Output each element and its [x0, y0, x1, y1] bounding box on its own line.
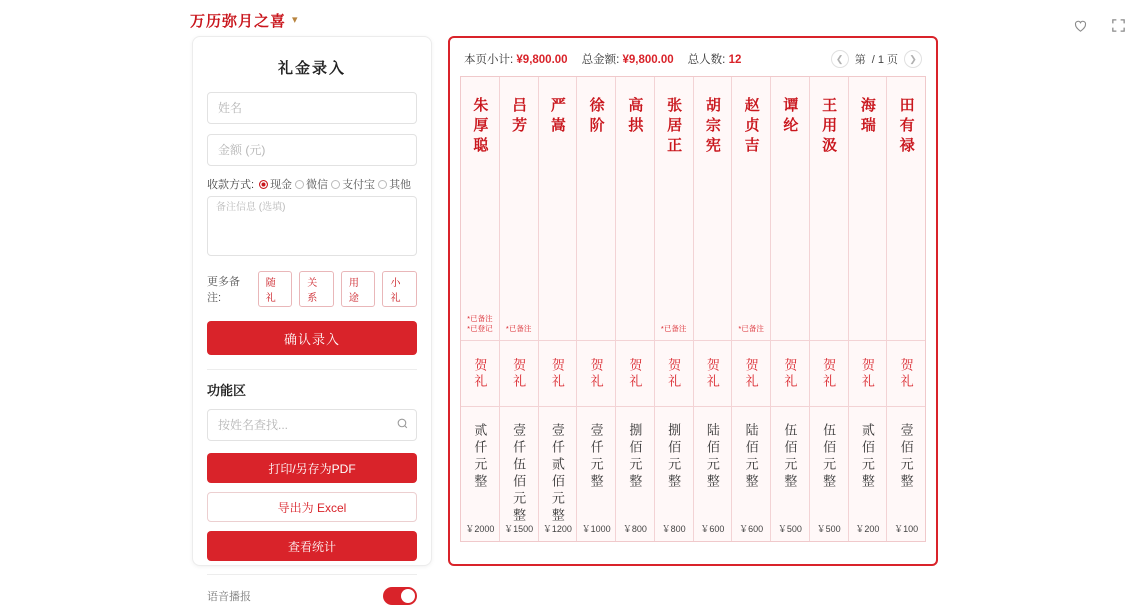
- summary-bar: [460, 48, 926, 76]
- entry-amount-cn: 壹仟元整: [588, 423, 604, 491]
- entry-amount-num: ￥500: [816, 524, 841, 534]
- tag-chip-0[interactable]: 随礼: [258, 271, 293, 307]
- entry-amount-cn: 壹仟贰佰元整: [549, 423, 565, 525]
- payment-option-label: 现金: [270, 179, 293, 191]
- tag-chip-2[interactable]: 用途: [341, 271, 376, 307]
- entry-gift-cell: [694, 341, 732, 407]
- entry-gift-cell: [810, 341, 848, 407]
- entry-name-cell: [849, 77, 887, 341]
- gift-word: 贺礼: [704, 357, 720, 390]
- entry-panel-title: 礼金录入: [277, 60, 346, 77]
- gift-word: 贺礼: [821, 357, 837, 390]
- entry-name: 海瑞: [858, 97, 875, 137]
- entry-amount-cn: 贰佰元整: [859, 423, 875, 491]
- entry-name-cell: [732, 77, 770, 341]
- pager-prefix: 第: [854, 54, 866, 66]
- pager-suffix: / 1 页: [871, 54, 898, 66]
- entry-amount-num: ￥2000: [465, 524, 495, 534]
- entry-amount-cell: [577, 407, 615, 541]
- gift-word: 贺礼: [666, 357, 682, 390]
- entry-flags: *已备注: [505, 323, 532, 333]
- entry-amount-cell: [539, 407, 577, 541]
- print-pdf-button[interactable]: 打印/另存为PDF: [207, 453, 417, 483]
- top-actions: [1069, 14, 1129, 36]
- amount-input[interactable]: [207, 134, 417, 166]
- note-textarea[interactable]: [207, 196, 417, 256]
- pager: [831, 50, 922, 68]
- entry-name: 徐阶: [587, 97, 604, 137]
- entry-name-cell: [655, 77, 693, 341]
- entry-amount-num: ￥600: [700, 524, 725, 534]
- ledger-column[interactable]: [694, 77, 733, 541]
- entry-name: 朱厚聪: [471, 97, 488, 157]
- voice-toggle-row: [207, 574, 417, 605]
- entry-amount-cell: [655, 407, 693, 541]
- entry-gift-cell: [655, 341, 693, 407]
- entry-amount-cell: [849, 407, 887, 541]
- people-count-value: 12: [728, 54, 742, 66]
- entry-amount-cell: [461, 407, 499, 541]
- entry-amount-cell: [694, 407, 732, 541]
- entry-gift-cell: [849, 341, 887, 407]
- gift-word: 贺礼: [782, 357, 798, 390]
- entry-amount-cn: 壹仟伍佰元整: [511, 423, 527, 525]
- toggle-knob: [401, 589, 415, 603]
- entry-amount-num: ￥100: [894, 524, 919, 534]
- export-excel-button[interactable]: 导出为 Excel: [207, 492, 417, 522]
- entry-gift-cell: [461, 341, 499, 407]
- gift-word: 贺礼: [588, 357, 604, 390]
- grand-total-label: 总金额:: [581, 54, 620, 66]
- entry-amount-cell: [887, 407, 925, 541]
- gift-word: 贺礼: [472, 357, 488, 390]
- voice-toggle-label: 语音播报: [207, 591, 251, 603]
- view-stats-button[interactable]: 查看统计: [207, 531, 417, 561]
- quick-tags: [207, 271, 417, 307]
- entry-name-cell: [616, 77, 654, 341]
- payment-option-label: 其他: [389, 179, 412, 191]
- gift-word: 贺礼: [511, 357, 527, 390]
- search-icon[interactable]: [396, 417, 409, 435]
- radio-icon[interactable]: [378, 180, 387, 189]
- entry-amount-cn: 伍佰元整: [782, 423, 798, 491]
- entry-name: 吕芳: [510, 97, 527, 137]
- entry-name: 谭纶: [781, 97, 798, 137]
- entry-amount-cn: 壹佰元整: [898, 423, 914, 491]
- entry-amount-cell: [616, 407, 654, 541]
- quick-tags-label: 更多备注:: [207, 276, 240, 304]
- entry-panel: [192, 36, 432, 603]
- entry-amount-cn: 捌佰元整: [627, 423, 643, 491]
- ledger-column[interactable]: [500, 77, 539, 541]
- gift-word: 贺礼: [859, 357, 875, 390]
- search-wrapper: [207, 409, 417, 441]
- entry-name-cell: [577, 77, 615, 341]
- entry-name-cell: [771, 77, 809, 341]
- people-count-label: 总人数:: [687, 54, 726, 66]
- entry-flags: *已备注: [660, 323, 687, 333]
- entry-gift-cell: [616, 341, 654, 407]
- page-total-label: 本页小计:: [464, 54, 514, 66]
- entry-flags: *已备注: [738, 323, 764, 333]
- entry-amount-cn: 伍佰元整: [821, 423, 837, 491]
- chevron-left-icon[interactable]: ❮: [831, 50, 849, 68]
- grand-total: [582, 51, 674, 67]
- entry-name: 王用汲: [820, 97, 837, 157]
- entry-name: 高拱: [626, 97, 643, 137]
- ledger-column[interactable]: [461, 77, 500, 541]
- entry-amount-num: ￥1200: [542, 524, 572, 534]
- payment-option-label: 微信: [306, 179, 329, 191]
- entry-amount-cn: 陆佰元整: [743, 423, 759, 491]
- entry-gift-cell: [732, 341, 770, 407]
- payment-option-other[interactable]: [378, 176, 411, 192]
- search-input[interactable]: [207, 409, 417, 441]
- gift-word: 贺礼: [627, 357, 643, 390]
- gift-word: 贺礼: [898, 357, 914, 390]
- entry-gift-cell: [500, 341, 538, 407]
- entry-gift-cell: [771, 341, 809, 407]
- entry-name-cell: [810, 77, 848, 341]
- entry-amount-cn: 贰仟元整: [472, 423, 488, 491]
- ledger-column[interactable]: [732, 77, 771, 541]
- voice-toggle[interactable]: [383, 587, 417, 605]
- payment-option-wechat[interactable]: [295, 176, 328, 192]
- entry-amount-num: ￥1000: [581, 524, 611, 534]
- entry-gift-cell: [577, 341, 615, 407]
- entry-gift-cell: [887, 341, 925, 407]
- chevron-down-icon[interactable]: ▾: [292, 14, 298, 26]
- ledger-column[interactable]: [810, 77, 849, 541]
- entry-amount-num: ￥500: [777, 524, 802, 534]
- ledger-panel: [448, 36, 938, 566]
- ledger-column[interactable]: [771, 77, 810, 541]
- entry-amount-cell: [732, 407, 770, 541]
- entry-name: 胡宗宪: [703, 97, 720, 157]
- entry-name: 严嵩: [548, 97, 565, 137]
- entry-amount-cn: 陆佰元整: [704, 423, 720, 491]
- entry-amount-num: ￥600: [739, 524, 764, 534]
- payment-method-group: [207, 176, 417, 192]
- entry-amount-cell: [500, 407, 538, 541]
- radio-icon[interactable]: [331, 180, 340, 189]
- entry-amount-num: ￥200: [855, 524, 880, 534]
- entry-name-cell: [461, 77, 499, 341]
- ledger-column[interactable]: [655, 77, 694, 541]
- submit-entry-button[interactable]: 确认录入: [207, 321, 417, 355]
- tag-chip-3[interactable]: 小礼: [382, 271, 417, 307]
- payment-option-cash[interactable]: [259, 176, 292, 192]
- entry-amount-cell: [810, 407, 848, 541]
- gift-word: 贺礼: [743, 357, 759, 390]
- ledger-column[interactable]: [539, 77, 578, 541]
- radio-icon[interactable]: [295, 180, 304, 189]
- payment-option-alipay[interactable]: [331, 176, 375, 192]
- divider: [207, 369, 417, 370]
- ledger-column[interactable]: [616, 77, 655, 541]
- ledger-column[interactable]: [577, 77, 616, 541]
- payment-option-label: 支付宝: [342, 179, 376, 191]
- entry-name: 赵贞吉: [742, 97, 759, 157]
- heart-icon[interactable]: [1069, 14, 1091, 36]
- ledger-column[interactable]: [887, 77, 925, 541]
- entry-name: 张居正: [665, 97, 682, 157]
- page-total: [464, 51, 568, 67]
- people-count: [688, 51, 742, 67]
- brand[interactable]: [190, 10, 298, 31]
- entry-amount-num: ￥800: [661, 524, 686, 534]
- entry-gift-cell: [539, 341, 577, 407]
- entry-amount-num: ￥800: [622, 524, 647, 534]
- entry-amount-cell: [771, 407, 809, 541]
- radio-icon[interactable]: [259, 180, 268, 189]
- grand-total-value: ¥9,800.00: [622, 54, 674, 66]
- entry-flags: *已备注 *已登记: [467, 313, 493, 333]
- ledger-column[interactable]: [849, 77, 888, 541]
- page-total-value: ¥9,800.00: [516, 54, 568, 66]
- entry-name-cell: [694, 77, 732, 341]
- entry-name-cell: [887, 77, 925, 341]
- entry-name-cell: [539, 77, 577, 341]
- ledger-grid: [460, 76, 926, 542]
- tag-chip-1[interactable]: 关系: [299, 271, 334, 307]
- entry-amount-num: ￥1500: [504, 524, 534, 534]
- chevron-right-icon[interactable]: ❯: [904, 50, 922, 68]
- gift-word: 贺礼: [549, 357, 565, 390]
- entry-name: 田有禄: [897, 97, 914, 157]
- expand-icon[interactable]: [1107, 14, 1129, 36]
- name-input[interactable]: [207, 92, 417, 124]
- functions-section-title: 功能区: [207, 383, 247, 398]
- payment-method-label: 收款方式:: [207, 179, 255, 191]
- entry-name-cell: [500, 77, 538, 341]
- page-title: 万历弥月之喜: [190, 13, 287, 30]
- entry-amount-cn: 捌佰元整: [666, 423, 682, 491]
